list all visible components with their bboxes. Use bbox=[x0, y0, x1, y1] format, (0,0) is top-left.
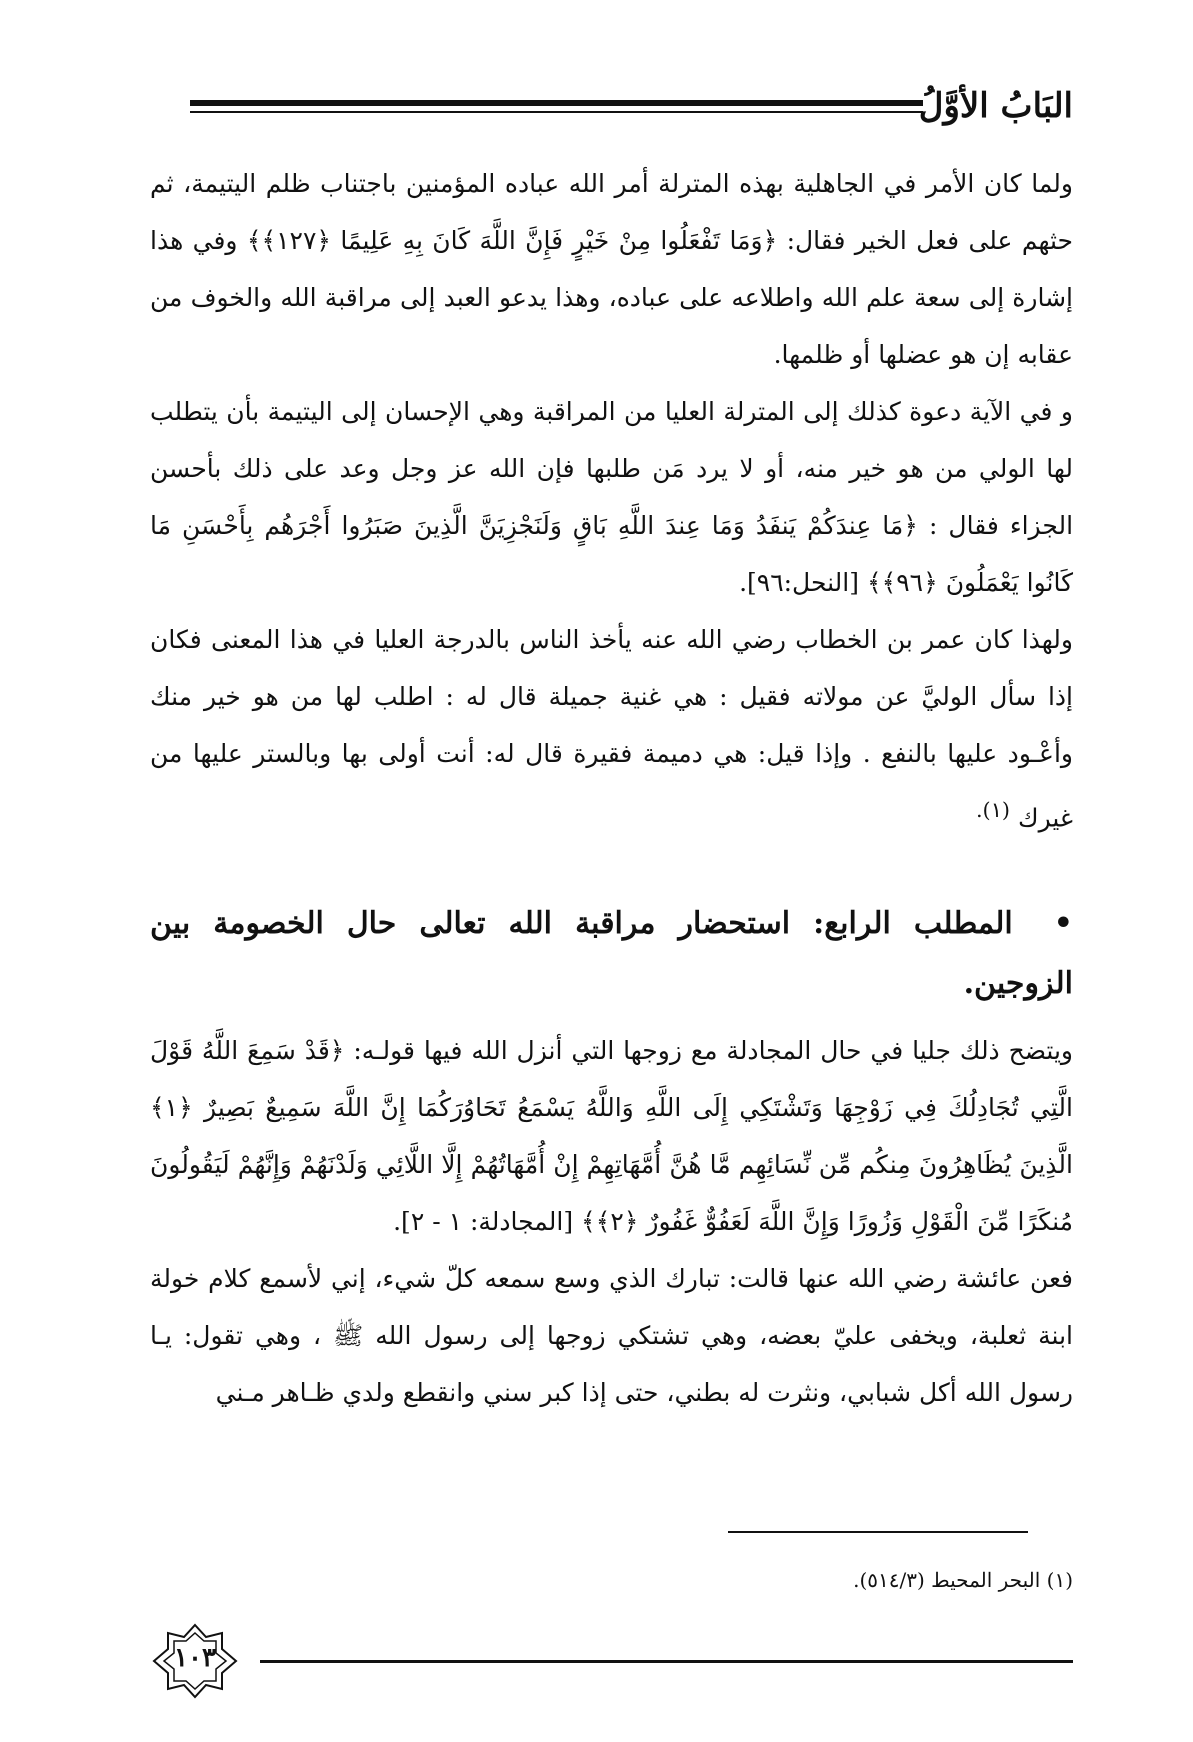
paragraph-4 bbox=[150, 1022, 1073, 1250]
section-heading-text: المطلب الرابع: استحضار مراقبة الله تعالى حال الخصومة بين الزوجين. bbox=[150, 906, 1073, 1002]
footnote-divider bbox=[728, 1531, 1028, 1533]
paragraph-text: ويتضح ذلك جليا في حال المجادلة مع زوجها التي أنزل الله فيها قولـه: bbox=[353, 1036, 1073, 1066]
verse-reference: [النحل:٩٦]. bbox=[739, 568, 859, 597]
page-body bbox=[150, 155, 1073, 1421]
paragraph-text: وفي هذا إشارة إلى سعة علم الله واطلاعه على عباده، وهذا يدعو العبد إلى مراقبة الله والخوف من عقابه إن هو عضلها أو ظلمها. bbox=[150, 226, 1073, 369]
footnote: (١) البحر المحيط (٥١٤/٣). bbox=[853, 1568, 1073, 1592]
quran-verse: ﴿مَا عِندَكُمْ يَنفَدُ وَمَا عِندَ اللَّهِ بَاقٍ وَلَنَجْزِيَنَّ الَّذِينَ صَبَرُوا أَجْرَهُم بِأَحْسَنِ مَا كَانُوا يَعْمَلُونَ ﴿٩٦﴾﴾ bbox=[150, 511, 1073, 597]
section-heading bbox=[150, 894, 1073, 1014]
paragraph-text: و في الآية دعوة كذلك إلى المترلة العليا من المراقبة وهي الإحسان إلى اليتيمة بأن يتطلب لها الولي من هو خير منه، أو لا يرد مَن طلبها فإن الله عز وجل وعد على ذلك بأحسن الجزاء فقال : bbox=[150, 397, 1074, 540]
paragraph-1 bbox=[150, 155, 1073, 383]
bullet-icon: • bbox=[1053, 906, 1073, 942]
paragraph-3 bbox=[150, 611, 1073, 846]
chapter-title: البَابُ الأوَّلُ bbox=[918, 86, 1073, 126]
footer-rule bbox=[260, 1660, 1073, 1663]
paragraph-2 bbox=[150, 383, 1073, 611]
paragraph-5 bbox=[150, 1250, 1073, 1421]
paragraph-text: فعن عائشة رضي الله عنها قالت: تبارك الذي وسع سمعه كلّ شيء، إني لأسمع كلام خولة ابنة ثعلبة، ويخفى عليّ بعضه، وهي تشتكي زوجها إلى رسول الله ﷺ ، وهي تقول: يـا رسول الله أكل شبابي، ونثرت له بطني، حتى إذا كبر سني وانقطع ولدي ظـاهر مـني bbox=[150, 1264, 1073, 1408]
footnote-marker: (١). bbox=[975, 798, 1011, 822]
header-rule bbox=[190, 100, 923, 113]
page-number-badge bbox=[150, 1623, 240, 1699]
verse-reference: [المجادلة: ١ - ٢]. bbox=[393, 1207, 574, 1237]
paragraph-text: ولهذا كان عمر بن الخطاب رضي الله عنه يأخذ الناس بالدرجة العليا في هذا المعنى فكان إذا سأل الوليَّ عن مولاته فقيل : هي غنية جميلة قال له : اطلب لها من هو خير منك وأعْـود عليها بالنفع . وإذا قيل: هي دميمة فقيرة قال له: أنت أولى بها وبالستر عليها من غيرك bbox=[150, 625, 1073, 833]
paragraph-text: ولما كان الأمر في الجاهلية بهذه المترلة أمر الله عباده المؤمنين باجتناب ظلم اليتيمة، ثم حثهم على فعل الخير فقال: bbox=[150, 169, 1073, 255]
quran-verse: ﴿قَدْ سَمِعَ اللَّهُ قَوْلَ الَّتِي تُجَادِلُكَ فِي زَوْجِهَا وَتَشْتَكِي إِلَى اللَّهِ وَاللَّهُ يَسْمَعُ تَحَاوُرَكُمَا إِنَّ اللَّهَ سَمِيعٌ بَصِيرٌ ﴿١﴾ الَّذِينَ يُظَاهِرُونَ مِنكُم مِّن نِّسَائِهِم مَّا هُنَّ أُمَّهَاتِهِمْ إِنْ أُمَّهَاتُهُمْ إِلَّا اللَّائِي وَلَدْنَهُمْ وَإِنَّهُمْ لَيَقُولُونَ مُنكَرًا مِّنَ الْقَوْلِ وَزُورًا وَإِنَّ اللَّهَ لَعَفُوٌّ غَفُورٌ ﴿٢﴾﴾ bbox=[150, 1036, 1073, 1237]
page-number: ١٠٣ bbox=[174, 1643, 216, 1673]
quran-verse: ﴿وَمَا تَفْعَلُوا مِنْ خَيْرٍ فَإِنَّ اللَّهَ كَانَ بِهِ عَلِيمًا ﴿١٢٧﴾﴾ bbox=[246, 226, 778, 255]
